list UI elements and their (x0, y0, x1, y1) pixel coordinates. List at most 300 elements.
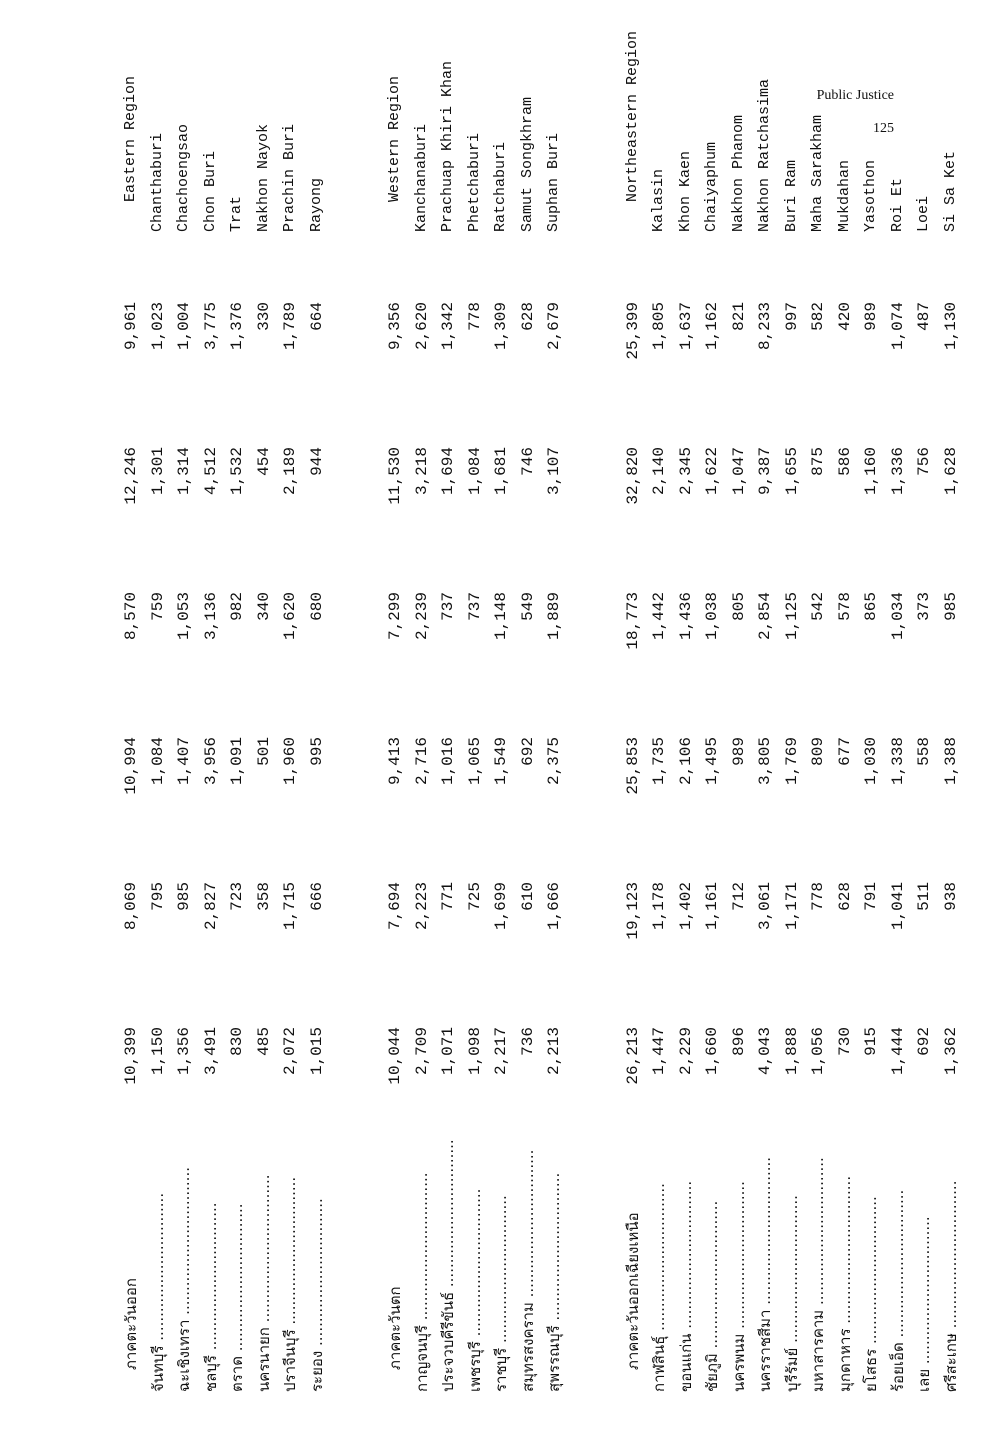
province-value: 1,889 (545, 592, 563, 641)
dot-leader: ............................... (676, 1180, 695, 1334)
dot-leader: ............................... (809, 1157, 827, 1310)
province-value: 1,769 (782, 737, 801, 786)
province-value: 485 (254, 1027, 273, 1056)
province-value: 692 (915, 1027, 933, 1056)
province-row (832, 0, 858, 1392)
province-english-label: Prachuap Khiri Khan (439, 60, 456, 232)
region-total-value: 10,994 (122, 737, 140, 795)
dot-leader: ............................... (756, 1156, 774, 1310)
province-value: 1,004 (175, 302, 193, 351)
province-thai-text: นครนายก (254, 1327, 273, 1392)
province-value: 3,956 (201, 737, 220, 786)
province-value: 2,229 (676, 1027, 695, 1076)
province-thai-label (488, 1122, 514, 1392)
province-english-label: Trat (228, 195, 245, 232)
province-value: 1,532 (228, 447, 246, 496)
dot-leader: ............................... (650, 1183, 668, 1336)
province-value: 628 (835, 882, 854, 911)
province-value: 677 (835, 737, 854, 766)
region-total-value: 25,399 (623, 302, 642, 360)
province-value: 454 (254, 447, 273, 476)
province-english-label: Nakhon Nayok (254, 123, 272, 232)
dot-leader: ............................... (835, 1175, 854, 1329)
province-thai-text: บุรีรัมย์ (782, 1347, 801, 1392)
province-value: 1,442 (650, 592, 668, 641)
province-value: 9,387 (756, 447, 774, 496)
page-header-title: Public Justice (816, 88, 894, 103)
province-row (515, 0, 541, 1392)
dot-leader: ............................... (412, 1172, 431, 1326)
province-thai-text: ศรีสะเกษ (941, 1333, 960, 1392)
region-total-value: 11,530 (386, 447, 404, 505)
province-value: 1,402 (676, 882, 695, 931)
province-english-label: Nakhon Phanom (729, 114, 747, 232)
province-value: 1,694 (439, 447, 457, 496)
province-thai-label (699, 1122, 725, 1392)
province-thai-label (885, 1122, 911, 1392)
province-value: 542 (809, 592, 827, 621)
province-thai-text: สุพรรณบุรี (545, 1325, 563, 1392)
province-value: 821 (729, 302, 748, 331)
province-english-label: Kalasin (650, 168, 667, 232)
province-value: 830 (228, 1027, 246, 1056)
province-row (885, 0, 911, 1392)
province-value: 791 (862, 882, 880, 911)
dot-leader: ............................... (545, 1172, 563, 1326)
province-value: 737 (465, 592, 484, 621)
province-row (779, 0, 805, 1392)
province-thai-text: มหาสารคาม (809, 1309, 827, 1392)
province-thai-label (752, 1122, 778, 1392)
province-row (805, 0, 831, 1392)
province-value: 4,043 (756, 1027, 774, 1076)
dot-leader: ............................... (782, 1195, 801, 1348)
dot-leader: ............................... (148, 1192, 167, 1346)
province-thai-text: เลย (915, 1368, 933, 1392)
dot-leader: ............................... (307, 1198, 326, 1351)
dot-leader: ............................... (281, 1176, 299, 1330)
province-row (541, 0, 567, 1392)
province-english-label: Chanthaburi (148, 132, 166, 232)
region-english-label: Northeastern Region (623, 30, 641, 202)
province-thai-label (911, 1122, 937, 1392)
province-value: 1,655 (782, 447, 801, 496)
region-total-value: 18,773 (623, 592, 642, 650)
province-value: 578 (835, 592, 854, 621)
province-value: 558 (915, 737, 933, 766)
region-total-value: 8,069 (122, 882, 140, 931)
province-value: 2,106 (676, 737, 695, 786)
province-value: 875 (809, 447, 827, 476)
province-value: 1,125 (782, 592, 801, 641)
region-header-row (118, 0, 144, 1392)
province-value: 1,084 (148, 737, 167, 786)
province-value: 989 (729, 737, 748, 766)
region-total-value: 8,570 (122, 592, 140, 641)
province-english-label: Si Sa Ket (941, 150, 959, 232)
province-value: 3,218 (412, 447, 431, 496)
province-thai-text: กาญจนบุรี (412, 1325, 431, 1392)
province-value: 1,015 (307, 1027, 326, 1076)
region-thai-label: ภาคตะวันออก (122, 1278, 140, 1370)
dot-leader: ............................... (941, 1180, 960, 1334)
province-thai-label (251, 1122, 277, 1392)
province-value: 985 (175, 882, 193, 911)
region-total-value: 19,123 (623, 882, 642, 940)
province-value: 586 (835, 447, 854, 476)
province-thai-text: ขอนแก่น (676, 1333, 695, 1392)
province-value: 1,660 (703, 1027, 721, 1076)
province-row (726, 0, 752, 1392)
province-thai-label (646, 1122, 672, 1392)
province-value: 1,960 (281, 737, 299, 786)
region-total-value: 9,356 (386, 302, 404, 351)
province-value: 723 (228, 882, 246, 911)
province-value: 989 (862, 302, 880, 331)
province-thai-text: ประจวบคีรีขันธ์ (439, 1291, 457, 1392)
province-thai-label (805, 1122, 831, 1392)
province-value: 2,679 (545, 302, 563, 351)
province-value: 582 (809, 302, 827, 331)
province-row (938, 0, 964, 1392)
province-value: 8,233 (756, 302, 774, 351)
dot-leader: ............................... (518, 1149, 537, 1303)
province-value: 1,047 (729, 447, 748, 496)
province-value: 756 (915, 447, 933, 476)
page-number: 125 (873, 121, 894, 136)
dot-leader: ............................... (729, 1181, 748, 1334)
province-value: 1,023 (148, 302, 167, 351)
province-value: 1,715 (281, 882, 299, 931)
province-value: 1,407 (175, 737, 193, 786)
province-row (251, 0, 277, 1392)
region-total-value: 26,213 (623, 1027, 642, 1085)
province-english-label: Chon Buri (201, 150, 219, 232)
province-value: 1,091 (228, 737, 246, 786)
region-header-row (620, 0, 646, 1392)
province-value: 736 (518, 1027, 537, 1056)
province-value: 666 (307, 882, 326, 911)
province-value: 982 (228, 592, 246, 621)
province-thai-text: เพชรบุรี (465, 1341, 484, 1392)
province-value: 1,362 (941, 1027, 960, 1076)
region-thai-label: ภาคตะวันตก (386, 1286, 404, 1370)
province-row (673, 0, 699, 1392)
province-thai-label (541, 1122, 567, 1392)
province-value: 1,065 (465, 737, 484, 786)
province-value: 340 (254, 592, 273, 621)
province-value: 746 (518, 447, 537, 476)
province-thai-text: ชลบุรี (201, 1355, 220, 1392)
province-row (171, 0, 197, 1392)
province-value: 896 (729, 1027, 748, 1056)
province-value: 795 (148, 882, 167, 911)
province-row (462, 0, 488, 1392)
province-value: 1,620 (281, 592, 299, 641)
province-value: 1,444 (888, 1027, 907, 1076)
province-value: 692 (518, 737, 537, 766)
province-thai-label (858, 1122, 884, 1392)
province-value: 771 (439, 882, 457, 911)
region-total-value: 32,820 (623, 447, 642, 505)
province-row (145, 0, 171, 1392)
province-value: 1,038 (703, 592, 721, 641)
province-value: 1,888 (782, 1027, 801, 1076)
province-value: 1,098 (465, 1027, 484, 1076)
province-thai-text: สมุทรสงคราม (518, 1302, 537, 1392)
province-thai-label (409, 1122, 435, 1392)
province-value: 1,628 (941, 447, 960, 496)
province-thai-text: นครพนม (729, 1333, 748, 1392)
province-value: 1,301 (148, 447, 167, 496)
province-english-label: Nakhon Ratchasima (756, 78, 773, 232)
dot-leader: ............................... (254, 1174, 273, 1328)
province-english-label: Roi Et (888, 177, 906, 232)
region-total-value: 12,246 (122, 447, 140, 505)
province-row (277, 0, 303, 1392)
province-value: 501 (254, 737, 273, 766)
province-value: 805 (729, 592, 748, 621)
province-value: 487 (915, 302, 933, 331)
province-row (198, 0, 224, 1392)
province-thai-label (726, 1122, 752, 1392)
province-value: 549 (518, 592, 537, 621)
province-value: 1,150 (148, 1027, 167, 1076)
province-thai-text: ระยอง (307, 1350, 326, 1392)
province-value: 1,016 (439, 737, 457, 786)
province-value: 1,074 (888, 302, 907, 351)
province-thai-label (462, 1122, 488, 1392)
province-value: 373 (915, 592, 933, 621)
province-value: 1,666 (545, 882, 563, 931)
province-thai-label (171, 1122, 197, 1392)
province-english-label: Suphan Buri (545, 132, 562, 232)
province-english-label: Phetchaburi (465, 132, 483, 232)
province-value: 3,136 (201, 592, 220, 641)
province-thai-text: ราชบุรี (492, 1347, 510, 1392)
province-value: 1,178 (650, 882, 668, 931)
dot-leader: ............................... (175, 1167, 193, 1320)
province-value: 610 (518, 882, 537, 911)
province-value: 3,491 (201, 1027, 220, 1076)
dot-leader: ............................... (862, 1196, 880, 1349)
province-thai-label (304, 1122, 330, 1392)
province-row (409, 0, 435, 1392)
province-thai-label (779, 1122, 805, 1392)
province-english-label: Mukdahan (835, 159, 853, 232)
region-english-label: Eastern Region (122, 75, 139, 202)
province-value: 759 (148, 592, 167, 621)
province-row (752, 0, 778, 1392)
region-header-row (382, 0, 408, 1392)
dot-leader: ............................... (465, 1188, 484, 1342)
province-value: 997 (782, 302, 801, 331)
province-value: 1,171 (782, 882, 801, 931)
province-value: 1,436 (676, 592, 695, 641)
province-value: 2,239 (412, 592, 431, 641)
province-value: 1,336 (888, 447, 907, 496)
province-value: 1,309 (492, 302, 510, 351)
province-value: 1,056 (809, 1027, 827, 1076)
province-value: 2,189 (281, 447, 299, 496)
province-value: 1,356 (175, 1027, 193, 1076)
region-total-value: 25,853 (623, 737, 642, 795)
province-value: 1,681 (492, 447, 510, 496)
province-value: 4,512 (201, 447, 220, 496)
province-english-label: Samut Songkhram (518, 96, 536, 232)
dot-leader: ............................... (228, 1203, 246, 1357)
province-thai-text: ตราด (228, 1356, 246, 1392)
province-english-label: Khon Kaen (676, 150, 694, 232)
province-value: 1,041 (888, 882, 907, 931)
province-value: 3,107 (545, 447, 563, 496)
dot-leader: ............................... (201, 1202, 220, 1356)
province-english-label: Loei (915, 195, 932, 232)
province-value: 995 (307, 737, 326, 766)
province-value: 778 (809, 882, 827, 911)
region-total-value: 10,044 (386, 1027, 404, 1085)
province-value: 809 (809, 737, 827, 766)
province-value: 778 (465, 302, 484, 331)
province-row (488, 0, 514, 1392)
province-value: 938 (941, 882, 960, 911)
dot-leader: ............................... (439, 1139, 457, 1292)
province-value: 2,345 (676, 447, 695, 496)
province-value: 1,637 (676, 302, 695, 351)
province-value: 628 (518, 302, 537, 331)
province-value: 358 (254, 882, 273, 911)
region-total-value: 10,399 (122, 1027, 140, 1085)
province-value: 737 (439, 592, 457, 621)
province-value: 730 (835, 1027, 854, 1056)
province-value: 664 (307, 302, 326, 331)
province-value: 2,072 (281, 1027, 299, 1076)
province-value: 2,827 (201, 882, 220, 931)
province-value: 1,338 (888, 737, 907, 786)
province-value: 1,805 (650, 302, 668, 351)
province-value: 2,709 (412, 1027, 431, 1076)
province-value: 2,140 (650, 447, 668, 496)
province-value: 330 (254, 302, 273, 331)
province-english-label: Prachin Buri (281, 123, 298, 232)
province-row (224, 0, 250, 1392)
province-thai-label (832, 1122, 858, 1392)
province-value: 1,447 (650, 1027, 668, 1076)
province-thai-label (224, 1122, 250, 1392)
region-total-value: 7,299 (386, 592, 404, 641)
province-value: 680 (307, 592, 326, 621)
province-value: 1,130 (941, 302, 960, 351)
province-english-label: Rayong (307, 177, 325, 232)
province-value: 712 (729, 882, 748, 911)
province-value: 1,699 (492, 882, 510, 931)
province-value: 1,622 (703, 447, 721, 496)
province-value: 1,314 (175, 447, 193, 496)
province-value: 2,854 (756, 592, 774, 641)
province-value: 1,030 (862, 737, 880, 786)
province-value: 1,789 (281, 302, 299, 351)
province-value: 944 (307, 447, 326, 476)
province-value: 2,217 (492, 1027, 510, 1076)
province-row (435, 0, 461, 1392)
province-value: 1,148 (492, 592, 510, 641)
province-thai-label (277, 1122, 303, 1392)
province-value: 725 (465, 882, 484, 911)
province-value: 1,388 (941, 737, 960, 786)
province-thai-label (435, 1122, 461, 1392)
province-english-label: Yasothon (862, 159, 879, 232)
province-value: 420 (835, 302, 854, 331)
province-value: 915 (862, 1027, 880, 1056)
province-english-label: Kanchanaburi (412, 123, 430, 232)
province-thai-label (198, 1122, 224, 1392)
region-thai-label: ภาคตะวันออกเฉียงเหนือ (623, 1212, 642, 1370)
province-thai-text: ร้อยเอ็ด (888, 1342, 907, 1392)
province-value: 1,162 (703, 302, 721, 351)
province-value: 2,716 (412, 737, 431, 786)
province-thai-text: ฉะเชิงเทรา (175, 1319, 193, 1392)
province-value: 1,735 (650, 737, 668, 786)
statistics-table (118, 0, 960, 1392)
dot-leader: ............................... (888, 1189, 907, 1343)
province-value: 1,376 (228, 302, 246, 351)
province-thai-label (145, 1122, 171, 1392)
province-value: 2,213 (545, 1027, 563, 1076)
province-english-label: Ratchaburi (492, 141, 509, 232)
province-value: 1,549 (492, 737, 510, 786)
province-value: 1,160 (862, 447, 880, 496)
province-value: 1,053 (175, 592, 193, 641)
province-row (646, 0, 672, 1392)
province-thai-text: ยโสธร (862, 1348, 880, 1392)
province-thai-label (515, 1122, 541, 1392)
province-value: 1,084 (465, 447, 484, 496)
province-english-label: Buri Ram (782, 159, 800, 232)
province-value: 865 (862, 592, 880, 621)
province-row (858, 0, 884, 1392)
province-thai-label (673, 1122, 699, 1392)
province-value: 2,620 (412, 302, 431, 351)
dot-leader: ............................... (492, 1195, 510, 1348)
province-value: 3,805 (756, 737, 774, 786)
province-thai-text: นครราชสีมา (756, 1309, 774, 1392)
province-value: 1,495 (703, 737, 721, 786)
region-english-label: Western Region (386, 75, 403, 202)
province-value: 3,061 (756, 882, 774, 931)
province-value: 2,375 (545, 737, 563, 786)
region-total-value: 7,694 (386, 882, 404, 931)
province-value: 2,223 (412, 882, 431, 931)
dot-leader: ............................... (915, 1216, 933, 1369)
province-value: 1,342 (439, 302, 457, 351)
province-value: 511 (915, 882, 933, 911)
province-value: 1,034 (888, 592, 907, 641)
province-value: 1,161 (703, 882, 721, 931)
province-thai-text: จันทบุรี (148, 1345, 167, 1392)
province-value: 985 (941, 592, 960, 621)
province-thai-text: มุกดาหาร (835, 1328, 854, 1392)
province-value: 3,775 (201, 302, 220, 351)
region-total-value: 9,413 (386, 737, 404, 786)
province-english-label: Chaiyaphum (703, 141, 720, 232)
province-english-label: Chachoengsao (175, 123, 192, 232)
province-row (304, 0, 330, 1392)
dot-leader: ............................... (703, 1200, 721, 1354)
province-english-label: Maha Sarakham (809, 114, 826, 232)
province-thai-label (938, 1122, 964, 1392)
province-value: 1,071 (439, 1027, 457, 1076)
province-thai-text: กาฬสินธุ์ (650, 1335, 668, 1392)
